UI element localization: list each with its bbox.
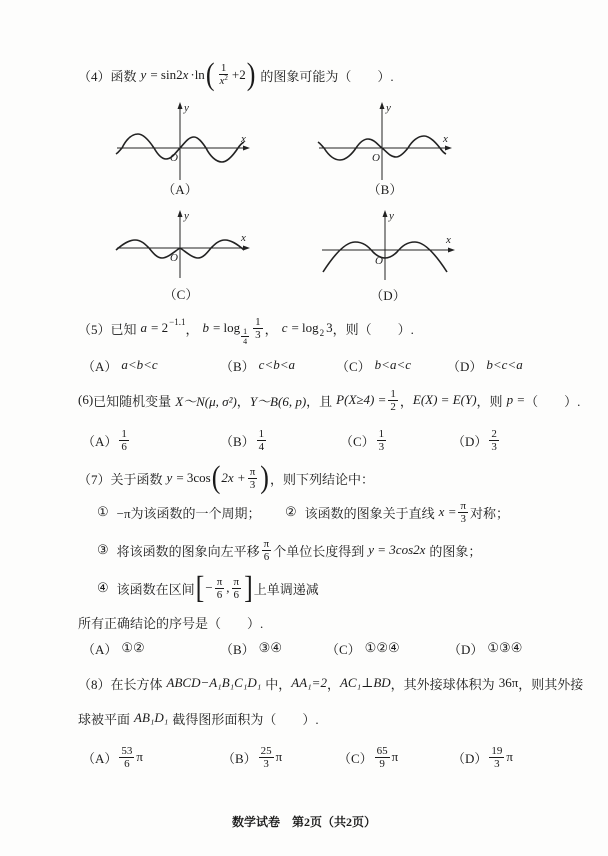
graph-a-label: （A） (162, 182, 198, 197)
fraction-numerator: π (249, 465, 256, 478)
statement-text: 个单位长度得到 (273, 543, 365, 559)
fraction-numerator: 1 (220, 62, 227, 74)
option-value: b<a<c (374, 357, 411, 372)
option-value: c<b<a (258, 357, 295, 372)
question-number: （8） (78, 676, 111, 692)
fraction-numerator: 25 (260, 744, 272, 757)
graph-b-label: （B） (367, 182, 403, 197)
fraction (232, 576, 242, 601)
math-text: = 3cos (176, 470, 211, 485)
x-axis-label: x (241, 232, 246, 244)
option-label: （A） (82, 433, 118, 449)
question-number: （5） (78, 321, 111, 337)
math-text: P(X≥4) = (336, 392, 387, 407)
exponent: 2 (224, 74, 228, 82)
option-d (452, 741, 513, 773)
option-value: ①③④ (487, 640, 523, 655)
fraction-numerator: 53 (121, 744, 133, 757)
fraction (215, 576, 225, 601)
pi-symbol: π (136, 749, 143, 764)
fraction-denominator: 4 (258, 440, 265, 453)
math-text: Y～B(6, p) (249, 393, 307, 409)
fraction-denominator: 6 (233, 588, 240, 601)
fraction-denominator: 3 (249, 478, 256, 491)
math-text: p = (506, 392, 526, 407)
fraction-denominator (217, 75, 229, 88)
math-variable: a (140, 320, 148, 335)
fraction-denominator: 6 (263, 550, 270, 563)
left-paren: ( (211, 460, 221, 495)
statement-text: 该函数的图象关于直线 (304, 505, 435, 521)
statement-text: 的图象； (429, 543, 482, 559)
graph-c (113, 208, 253, 284)
question-8-stem-line-1 (78, 667, 583, 699)
right-bracket: ] (244, 570, 253, 605)
option-label: （B） (222, 750, 257, 766)
math-text: E(X) = E(Y) (412, 392, 477, 407)
math-text: x = (438, 504, 457, 519)
option-fraction (377, 428, 387, 453)
option-fraction (489, 745, 504, 770)
right-paren: ) (260, 460, 269, 495)
fraction-numerator: 1 (378, 427, 385, 440)
fraction-numerator: π (460, 499, 467, 512)
log-base: 2 (319, 328, 325, 338)
option-value: ③④ (258, 640, 282, 655)
stem-text: 关于函数 (110, 471, 163, 487)
option-value: b<c<a (486, 357, 523, 372)
option-a (82, 424, 131, 456)
math-variable: x (182, 67, 189, 82)
left-paren: ( (205, 57, 215, 92)
fraction-numerator: 19 (491, 744, 503, 757)
statement-text: 将该函数的图象向左平移 (116, 543, 260, 559)
option-label: （B） (220, 641, 255, 657)
option-d (452, 424, 501, 456)
option-fraction (375, 745, 390, 770)
question-5-stem (78, 312, 414, 344)
question-number: (6) (78, 392, 94, 407)
separator: ， (399, 393, 413, 409)
graph-d-label: （D） (370, 288, 406, 303)
statement-mark: ④ (97, 580, 109, 595)
option-label: （A） (82, 358, 118, 374)
option-label: （D） (447, 358, 483, 374)
math-text: ·ln (190, 67, 205, 82)
option-value: a<b<c (121, 357, 158, 372)
math-text: = log (212, 320, 241, 335)
stem-text: 截得图形面积为（ ）. (172, 711, 319, 727)
statement-mark: ② (285, 504, 297, 519)
stem-text: ，则其外接 (518, 676, 584, 692)
option-value: ①② (121, 640, 145, 655)
statement-text: −π为该函数的一个周期； (116, 505, 261, 521)
stem-text: 已知 (110, 321, 137, 337)
stem-text: 球被平面 (78, 711, 131, 727)
option-label: （A） (82, 641, 118, 657)
fraction (217, 62, 229, 88)
math-text: 2x + (221, 470, 246, 485)
math-variable: y (140, 67, 147, 82)
graph-a (113, 100, 253, 182)
statement-1 (97, 496, 261, 528)
stem-text: 在长方体 (110, 676, 163, 692)
page-footer: 数学试卷 第2页（共2页） (231, 815, 376, 829)
pi-symbol: π (391, 749, 399, 764)
x-axis-arrow (445, 146, 452, 151)
option-label: （B） (220, 358, 255, 374)
fraction-denominator: 2 (390, 400, 396, 413)
statement-2 (285, 496, 509, 528)
fraction-denominator: 3 (460, 512, 466, 525)
option-label: （D） (452, 750, 488, 766)
left-bracket: [ (195, 570, 205, 605)
fraction (262, 538, 272, 563)
stem-text: ，则 (476, 393, 503, 409)
y-axis-arrow (178, 102, 183, 109)
option-label: （C） (336, 358, 371, 374)
math-text: AA₁=2 (291, 675, 327, 690)
option-c (326, 632, 400, 664)
graph-d (318, 208, 458, 284)
question-8-stem-line-2 (78, 702, 319, 734)
fraction (458, 500, 468, 525)
option-label: （C） (338, 750, 373, 766)
separator: ， (264, 321, 278, 337)
log-base-fraction (241, 327, 249, 346)
fraction (248, 466, 258, 491)
math-text: AB₁D₁ (134, 710, 169, 725)
stem-text: ，且 (306, 393, 333, 409)
fraction (388, 388, 398, 413)
y-axis-arrow (383, 210, 388, 217)
option-b (220, 632, 282, 664)
stem-text: 的图象可能为（ ）. (260, 68, 394, 84)
x-axis-label: x (443, 133, 448, 145)
option-b (220, 424, 268, 456)
x-axis-arrow (243, 146, 250, 151)
origin-label: O (170, 152, 178, 164)
option-d (447, 349, 523, 381)
fraction-numerator: π (216, 575, 223, 588)
option-c (336, 349, 411, 381)
math-text: y = 3cos2x (368, 542, 426, 557)
x-axis-label: x (446, 234, 451, 246)
math-text: = sin2 (150, 67, 183, 82)
statement-mark: ① (97, 504, 109, 519)
option-label: （D） (452, 433, 488, 449)
separator: ， (185, 321, 199, 337)
stem-text: ，其外接球体积为 (390, 676, 495, 692)
fraction-numerator: π (263, 537, 270, 550)
option-label: （B） (220, 433, 255, 449)
option-label: （C） (326, 641, 361, 657)
fraction-numerator: 1 (255, 315, 261, 328)
stem-text: 中， (265, 676, 292, 692)
stem-text: 已知随机变量 (93, 393, 172, 409)
fraction (253, 316, 263, 341)
option-b (220, 349, 295, 381)
math-text: = 2 (151, 320, 169, 335)
fraction-numerator: 1 (258, 427, 265, 440)
math-text: AC₁⊥BD (339, 675, 391, 690)
pi-symbol: π (275, 749, 283, 764)
option-fraction (257, 428, 267, 453)
math-text: 3 (326, 320, 333, 335)
y-axis-label: y (386, 102, 391, 114)
right-paren: ) (246, 57, 256, 92)
fraction-denominator: 6 (216, 588, 223, 601)
option-a (82, 741, 143, 773)
statement-text: 上单调递减 (253, 581, 319, 597)
fraction-denominator: 3 (494, 757, 500, 770)
fraction-numerator: 1 (390, 387, 396, 400)
question-number: （4） (78, 68, 111, 84)
option-label: （C） (340, 433, 375, 449)
origin-label: O (372, 152, 380, 164)
statement-3 (97, 534, 481, 566)
graph-c-label: （C） (163, 287, 199, 302)
fraction-denominator: 6 (124, 757, 130, 770)
fraction-numerator: 65 (376, 744, 388, 757)
x-axis-label: x (241, 133, 246, 145)
statement-text: 该函数在区间 (116, 581, 195, 597)
y-axis-label: y (389, 210, 394, 222)
fraction-numerator: 2 (491, 427, 497, 440)
stem-text: （ ）. (525, 393, 581, 409)
stem-text: 所有正确结论的序号是（ ）. (78, 615, 264, 631)
statement-text: 对称； (470, 505, 510, 521)
y-axis-arrow (178, 210, 183, 217)
option-fraction (259, 745, 274, 770)
question-6-stem (78, 384, 580, 416)
option-label: （D） (448, 641, 484, 657)
option-c (338, 741, 398, 773)
math-text: = log (291, 320, 319, 335)
fraction-denominator: 9 (379, 757, 385, 770)
question-number: （7） (78, 471, 111, 487)
fraction-denominator: 3 (255, 328, 261, 341)
comma: , (226, 580, 230, 595)
question-7-stem (78, 462, 374, 494)
y-axis-arrow (380, 102, 385, 109)
option-a (82, 632, 145, 664)
origin-label: O (170, 252, 178, 264)
graph-b (315, 100, 455, 182)
fraction-denominator: 3 (263, 757, 269, 770)
fraction-numerator: 1 (121, 427, 127, 440)
minus-sign: − (205, 580, 213, 595)
option-fraction (119, 745, 134, 770)
option-fraction (489, 428, 499, 453)
y-axis-label: y (184, 210, 189, 222)
statement-mark: ③ (97, 542, 109, 557)
stem-text: 函数 (110, 68, 137, 84)
stem-text: ，则（ ）. (332, 321, 414, 337)
option-label: （A） (82, 750, 118, 766)
fraction-numerator: 1 (243, 326, 248, 336)
fraction-denominator: 6 (121, 440, 127, 453)
math-variable: y (166, 470, 173, 485)
math-text: X～N(μ, σ²) (175, 393, 237, 409)
exponent: −1.1 (169, 317, 186, 327)
math-variable: b (202, 320, 209, 335)
option-value: ①②④ (364, 640, 400, 655)
y-axis-label: y (184, 102, 189, 114)
fraction-denominator: 3 (491, 440, 497, 453)
separator: ， (236, 393, 250, 409)
math-text: ABCD−A₁B₁C₁D₁ (166, 675, 262, 690)
origin-label: O (375, 255, 383, 267)
pi-symbol: π (506, 749, 513, 764)
statement-4 (97, 572, 319, 604)
math-text: +2 (231, 67, 246, 82)
option-d (448, 632, 522, 664)
fraction-denominator: 4 (243, 336, 248, 346)
option-c (340, 424, 388, 456)
math-variable: x (219, 75, 225, 87)
option-a (82, 349, 158, 381)
x-axis-arrow (448, 248, 455, 253)
option-fraction (119, 428, 129, 453)
option-b (222, 741, 282, 773)
math-text: 36π (498, 675, 519, 690)
separator: ， (326, 676, 340, 692)
fraction-denominator: 3 (378, 440, 385, 453)
math-variable: c (281, 320, 288, 335)
stem-text: ，则下列结论中： (269, 471, 374, 487)
fraction-numerator: π (233, 575, 240, 588)
question-4-stem (78, 59, 394, 91)
